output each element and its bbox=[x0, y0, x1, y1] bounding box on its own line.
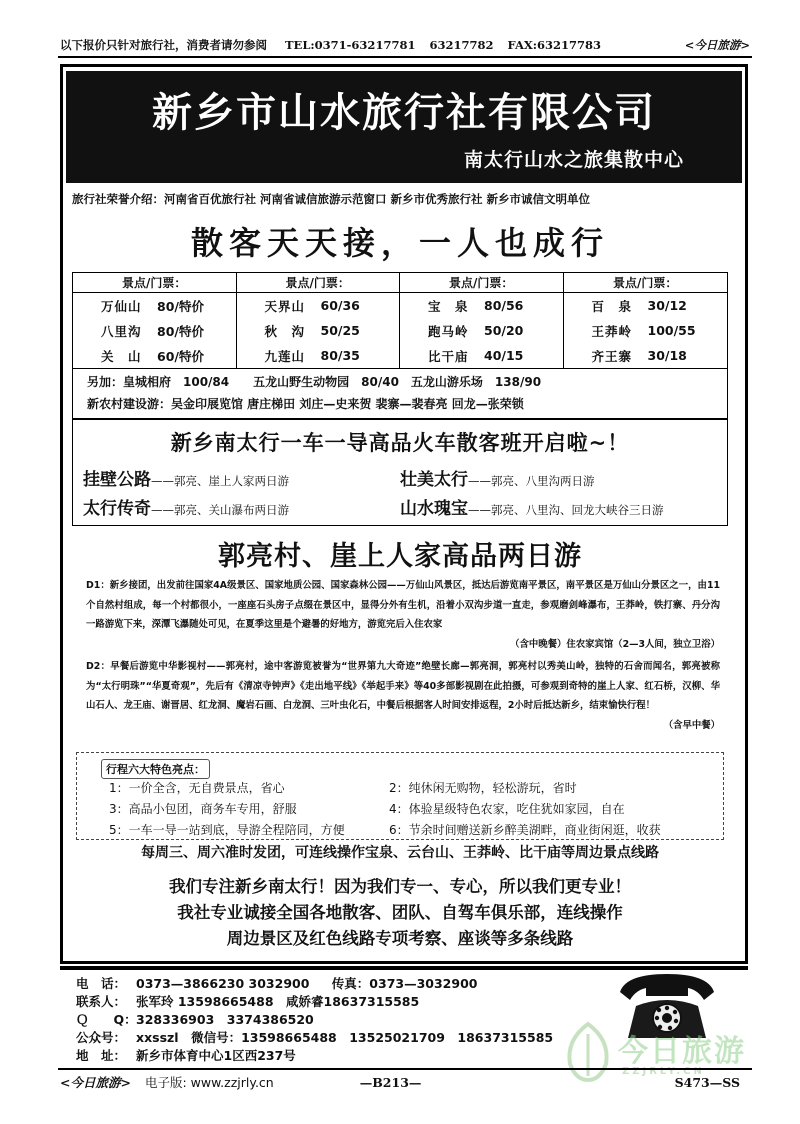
feature-item: 6：节余时间赠送新乡醉美湖畔，商业街闲逛，收获 bbox=[389, 823, 661, 837]
spot-name: 八里沟 bbox=[101, 323, 142, 339]
features-box bbox=[76, 752, 724, 840]
ticket-column bbox=[400, 273, 564, 368]
ticket-table bbox=[72, 272, 728, 420]
contact-qq bbox=[76, 1010, 314, 1028]
ticket-row bbox=[564, 293, 728, 318]
promo-line: 周边景区及红色线路专项考察、座谈等多条线路 bbox=[226, 929, 574, 948]
spot-price: 30/12 bbox=[647, 298, 687, 313]
bottom-divider bbox=[58, 1068, 752, 1070]
spot-price: 60/特价 bbox=[157, 348, 204, 364]
fax-label: 传真： bbox=[331, 976, 370, 991]
ticket-row bbox=[400, 293, 563, 318]
spot-price: 80/特价 bbox=[157, 323, 204, 339]
route-name: 太行传奇 bbox=[83, 499, 151, 519]
ticket-column bbox=[564, 273, 728, 368]
ticket-row bbox=[400, 318, 563, 343]
promo-line: 我们专注新乡南太行！因为我们专一、专心，所以我们更专业！ bbox=[169, 877, 631, 896]
honors-line: 旅行社荣誉介绍：河南省百优旅行社 河南省诚信旅游示范窗口 新乡市优秀旅行社 新乡市诚信文明单位 bbox=[72, 192, 591, 206]
spot-price: 80/56 bbox=[484, 298, 524, 313]
column-header: 景点/门票： bbox=[237, 273, 400, 293]
route-desc: ——郭亮、关山瀑布两日游 bbox=[151, 503, 289, 517]
contact-address bbox=[76, 1046, 296, 1064]
phone-value: 0373—3866230 3032900 bbox=[136, 976, 310, 991]
column-header: 景点/门票： bbox=[73, 273, 236, 293]
ticket-column bbox=[237, 273, 401, 368]
address-value: 新乡市体育中心1区西237号 bbox=[136, 1048, 296, 1063]
features-tag: 行程六大特色亮点： bbox=[101, 759, 210, 779]
promo-line: 我社专业诚接全国各地散客、团队、自驾车俱乐部，连线操作 bbox=[177, 903, 623, 922]
qq-value: 328336903 3374386520 bbox=[136, 1012, 314, 1027]
itinerary-day1 bbox=[86, 576, 720, 654]
feature-item: 3：高品小包团，商务车专用，舒服 bbox=[109, 802, 297, 816]
feature-item: 2：纯休闲无购物，轻松游玩，省时 bbox=[389, 781, 577, 795]
ticket-row bbox=[73, 318, 236, 343]
slogan: 散客天天接，一人也成行 bbox=[190, 224, 609, 262]
ticket-row bbox=[237, 293, 400, 318]
top-strip bbox=[60, 34, 750, 56]
route-name: 山水瑰宝 bbox=[400, 499, 468, 519]
fax-value: 0373—3032900 bbox=[369, 976, 478, 991]
contact-person bbox=[76, 992, 419, 1010]
route-desc: ——郭亮、崖上人家两日游 bbox=[151, 474, 289, 488]
spot-name: 宝 泉 bbox=[428, 298, 469, 314]
extra-attractions: 另加：皇城相府 100/84 五龙山野生动物园 80/40 五龙山游乐场 138/90 bbox=[87, 375, 542, 389]
ticket-row bbox=[73, 343, 236, 368]
ticket-row bbox=[237, 343, 400, 368]
top-phone2: 63217782 bbox=[429, 38, 494, 52]
column-header: 景点/门票： bbox=[400, 273, 563, 293]
watermark-url: ZZJRLY.CN bbox=[622, 1066, 705, 1077]
ticket-row bbox=[237, 318, 400, 343]
spot-price: 100/55 bbox=[647, 323, 696, 338]
agency-notice: 以下报价只针对旅行社，消费者请勿参阅 bbox=[60, 38, 267, 52]
train-headline: 新乡南太行一车一导高品火车散客班开启啦~！ bbox=[170, 431, 630, 455]
route-name: 壮美太行 bbox=[400, 470, 468, 490]
footer-site: 电子版: www.zzjrly.cn bbox=[144, 1075, 274, 1090]
spot-name: 齐王寨 bbox=[591, 348, 633, 364]
route-item bbox=[400, 494, 717, 519]
day2-text: D2：早餐后游览中华影视村——郭亮村，途中客游览被誉为“世界第九大奇迹”绝壁长廊—郭亮洞，郭亮村以秀美山岭，独特的石舍而闻名，郭亮被称为“太行明珠”“华夏奇观”，先后有《清凉寺钟声》《走出地平线》《举起手来》等40多部影视剧在此拍摄，可参观到奇特的崖上人家、红石桥，汉柳、华山石人、龙王庙、谢晋居、红龙洞、魔岩石画、白龙洞、三叶虫化石，中餐后根据客人时间安排返程，2小时后抵达新乡，结束愉快行程！ bbox=[86, 661, 720, 711]
qq-label: Ｑ Q： bbox=[76, 1012, 137, 1027]
ticket-row bbox=[400, 343, 563, 368]
footer bbox=[60, 1072, 750, 1092]
ticket-column bbox=[73, 273, 237, 368]
feature-item: 4：体验星级特色农家，吃住犹如家园，自在 bbox=[389, 802, 625, 816]
spot-price: 50/20 bbox=[484, 323, 524, 338]
spot-price: 80/特价 bbox=[157, 298, 204, 314]
contact-wechat bbox=[76, 1028, 553, 1046]
itinerary-day2 bbox=[86, 657, 720, 735]
page-number: —B213— bbox=[359, 1074, 422, 1090]
ad-code: S473—SS bbox=[674, 1074, 740, 1090]
company-subtitle: 南太行山水之旅集散中心 bbox=[463, 149, 684, 171]
route-desc: ——郭亮、八里沟两日游 bbox=[468, 474, 595, 488]
spot-price: 40/15 bbox=[484, 348, 524, 363]
train-section bbox=[72, 418, 728, 526]
column-header: 景点/门票： bbox=[564, 273, 728, 293]
day2-meals: （含早中餐） bbox=[663, 719, 720, 731]
day1-meals: （含中晚餐）住农家宾馆（2—3人间，独立卫浴） bbox=[510, 638, 720, 650]
top-divider bbox=[58, 56, 752, 58]
company-title: 新乡市山水旅行社有限公司 bbox=[152, 90, 656, 136]
tour-title: 郭亮村、崖上人家高品两日游 bbox=[218, 541, 582, 572]
phone-label: 电 话： bbox=[76, 976, 127, 991]
footer-brand: <今日旅游> bbox=[60, 1075, 131, 1090]
watermark-text: 今日旅游 bbox=[618, 1034, 746, 1069]
spot-name: 王莽岭 bbox=[591, 323, 633, 339]
spot-name: 百 泉 bbox=[591, 298, 633, 314]
spot-price: 80/35 bbox=[320, 348, 360, 363]
feature-item: 1：一价全含，无自费景点，省心 bbox=[109, 781, 285, 795]
route-name: 挂壁公路 bbox=[83, 470, 151, 490]
company-header bbox=[66, 71, 742, 183]
spot-name: 跑马岭 bbox=[428, 323, 469, 339]
spot-name: 秋 沟 bbox=[264, 323, 306, 339]
spot-price: 50/25 bbox=[320, 323, 360, 338]
top-brand: <今日旅游> bbox=[684, 38, 750, 52]
top-fax: FAX:63217783 bbox=[507, 38, 602, 52]
spot-price: 60/36 bbox=[320, 298, 360, 313]
spot-name: 关 山 bbox=[101, 348, 142, 364]
route-item bbox=[400, 465, 717, 490]
wechat-value: xxsszl 微信号：13598665488 13525021709 18637315585 bbox=[136, 1030, 554, 1045]
spot-name: 九莲山 bbox=[264, 348, 306, 364]
village-tours: 新农村建设游：吴金印展览馆 唐庄梯田 刘庄—史来贺 裴寨—裴春亮 回龙—张荣锁 bbox=[87, 397, 524, 411]
promo-block bbox=[0, 874, 800, 952]
day1-text: D1：新乡接团，出发前往国家4A级景区、国家地质公园、国家森林公园——万仙山风景区，抵达后游览南平景区，南平景区是万仙山分景区之一，由11个自然村组成，每一个村都很小，一座座石头房子点缀在景区中，显得分外有生机，沿着小双沟步道一直走，参观磨剑峰瀑布，王莽岭，铁打寨、丹分沟一路游览下来，深潭飞瀑随处可见，在夏季这里是个避暑的好地方，游览完后入住农家 bbox=[86, 580, 720, 630]
ticket-row bbox=[564, 318, 728, 343]
top-tel: TEL:0371-63217781 bbox=[285, 38, 416, 52]
spot-price: 30/18 bbox=[647, 348, 687, 363]
wechat-label: 公众号： bbox=[76, 1030, 127, 1045]
spot-name: 比干庙 bbox=[428, 348, 469, 364]
route-item bbox=[83, 465, 400, 490]
spot-name: 万仙山 bbox=[101, 298, 142, 314]
schedule-line: 每周三、周六准时发团，可连线操作宝泉、云台山、王莽岭、比干庙等周边景点线路 bbox=[141, 845, 659, 861]
person-label: 联系人： bbox=[76, 994, 127, 1009]
ticket-row bbox=[564, 343, 728, 368]
feature-item: 5：一车一导一站到底，导游全程陪同，方便 bbox=[109, 823, 345, 837]
route-desc: ——郭亮、八里沟、回龙大峡谷三日游 bbox=[468, 503, 664, 517]
address-label: 地 址： bbox=[76, 1048, 127, 1063]
spot-name: 天界山 bbox=[264, 298, 306, 314]
person-value: 张军玲 13598665488 咸娇睿18637315585 bbox=[136, 994, 420, 1009]
contact-phone bbox=[76, 974, 477, 992]
route-item bbox=[83, 494, 400, 519]
ticket-row bbox=[73, 293, 236, 318]
